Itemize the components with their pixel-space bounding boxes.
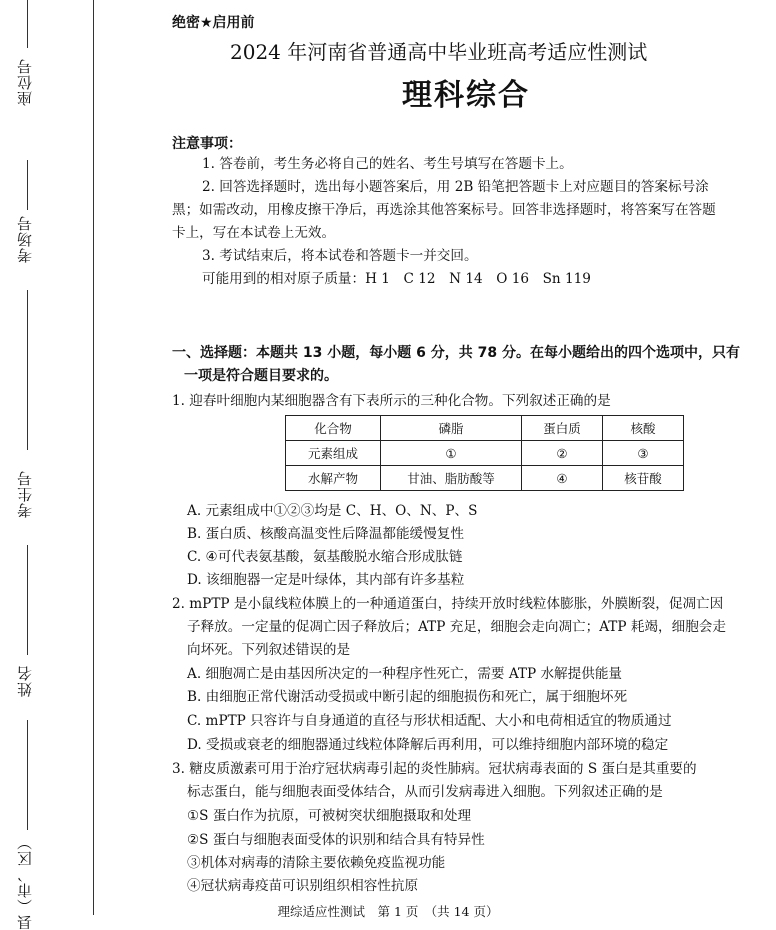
table-cell: ①: [381, 441, 522, 466]
exam-no-label: 考生号: [16, 470, 34, 518]
atomic-mass: 可能用到的相对原子质量：H 1 C 12 N 14 O 16 Sn 119: [202, 271, 591, 287]
table-row: [286, 466, 684, 491]
section-heading: [172, 342, 767, 388]
section-heading-line2: 一项是符合题目要求的。: [184, 368, 338, 384]
q2-stem-1: 2. mPTP 是小鼠线粒体膜上的一种通道蛋白，持续开放时线粒体膨胀，外膜断裂，促凋亡因: [172, 596, 724, 612]
notice-item-1: 1. 答卷前，考生务必将自己的姓名、考生号填写在答题卡上。: [202, 156, 573, 172]
q2-option-a: A. 细胞凋亡是由基因所决定的一种程序性死亡，需要 ATP 水解提供能量: [187, 666, 623, 682]
notice-item-3: 3. 考试结束后，将本试卷和答题卡一并交回。: [202, 248, 478, 264]
page-footer: 理综适应性测试 第 1 页 （共 14 页）: [277, 904, 499, 919]
q3-statement-1: ①S 蛋白作为抗原，可被树突状细胞摄取和处理: [187, 808, 472, 824]
table-cell: ②: [522, 441, 603, 466]
subject-title: 理科综合: [402, 78, 530, 113]
fill-line-name: [27, 545, 28, 655]
table-header-cell: 核酸: [603, 416, 684, 441]
q3-statement-3: ③机体对病毒的清除主要依赖免疫监视功能: [187, 855, 446, 871]
confidential-mark: 绝密★启用前: [172, 15, 255, 31]
table-row: [286, 441, 684, 466]
room-label: 考场号: [16, 215, 34, 263]
q1-stem: 1. 迎春叶细胞内某细胞器含有下表所示的三种化合物。下列叙述正确的是: [172, 393, 611, 409]
q2-stem-3: 向坏死。下列叙述错误的是: [187, 642, 351, 658]
table-cell: 元素组成: [286, 441, 381, 466]
table-cell: ④: [522, 466, 603, 491]
table-cell: 甘油、脂肪酸等: [381, 466, 522, 491]
table-cell: 核苷酸: [603, 466, 684, 491]
table-row: [286, 416, 684, 441]
q2-option-d: D. 受损或衰老的细胞器通过线粒体降解后再利用，可以维持细胞内部环境的稳定: [187, 737, 669, 753]
q3-statement-4: ④冠状病毒疫苗可识别组织相容性抗原: [187, 878, 419, 894]
notice-heading: 注意事项：: [172, 136, 242, 152]
q1-option-d: D. 该细胞器一定是叶绿体，其内部有许多基粒: [187, 572, 465, 588]
q3-stem-2: 标志蛋白，能与细胞表面受体结合，从而引发病毒进入细胞。下列叙述正确的是: [187, 784, 663, 800]
q3-statement-2: ②S 蛋白与细胞表面受体的识别和结合具有特异性: [187, 832, 485, 848]
fill-line-seat: [27, 0, 28, 48]
notice-item-2b: 黑；如需改动，用橡皮擦干净后，再选涂其他答案标号。回答非选择题时，将答案写在答题: [172, 202, 716, 218]
table-header-cell: 化合物: [286, 416, 381, 441]
exam-title: 2024 年河南省普通高中毕业班高考适应性测试: [230, 40, 648, 64]
q2-option-b: B. 由细胞正常代谢活动受损或中断引起的细胞损伤和死亡，属于细胞坏死: [187, 689, 628, 705]
table-cell: ③: [603, 441, 684, 466]
county-label: 县（市、区）: [16, 834, 34, 930]
q1-table: [285, 415, 684, 491]
seat-label: 座位号: [16, 58, 34, 106]
section-heading-line1: 一、选择题：本题共 13 小题，每小题 6 分，共 78 分。在每小题给出的四个选项中，只有: [172, 345, 740, 361]
q3-stem-1: 3. 糖皮质激素可用于治疗冠状病毒引起的炎性肺病。冠状病毒表面的 S 蛋白是其重要的: [172, 761, 697, 777]
fill-line-county: [27, 720, 28, 830]
q1-option-a: A. 元素组成中①②③均是 C、H、O、N、P、S: [187, 503, 478, 519]
notice-item-2a: 2. 回答选择题时，选出每小题答案后，用 2B 铅笔把答题卡上对应题目的答案标号涂: [202, 179, 709, 195]
q2-stem-2: 子释放。一定量的促凋亡因子释放后；ATP 充足，细胞会走向凋亡；ATP 耗竭，细胞会走: [187, 619, 726, 635]
table-header-cell: 磷脂: [381, 416, 522, 441]
q1-option-b: B. 蛋白质、核酸高温变性后降温都能缓慢复性: [187, 526, 464, 542]
q2-option-c: C. mPTP 只容许与自身通道的直径与形状相适配、大小和电荷相适宜的物质通过: [187, 713, 672, 729]
table-header-cell: 蛋白质: [522, 416, 603, 441]
fill-line-room: [27, 160, 28, 210]
name-label: 姓名: [16, 665, 34, 697]
table-cell: 水解产物: [286, 466, 381, 491]
fill-line-exam-no: [27, 290, 28, 450]
notice-item-2c: 卡上，写在本试卷上无效。: [172, 225, 336, 241]
q1-option-c: C. ④可代表氨基酸，氨基酸脱水缩合形成肽链: [187, 549, 463, 565]
binding-line: [93, 0, 94, 915]
